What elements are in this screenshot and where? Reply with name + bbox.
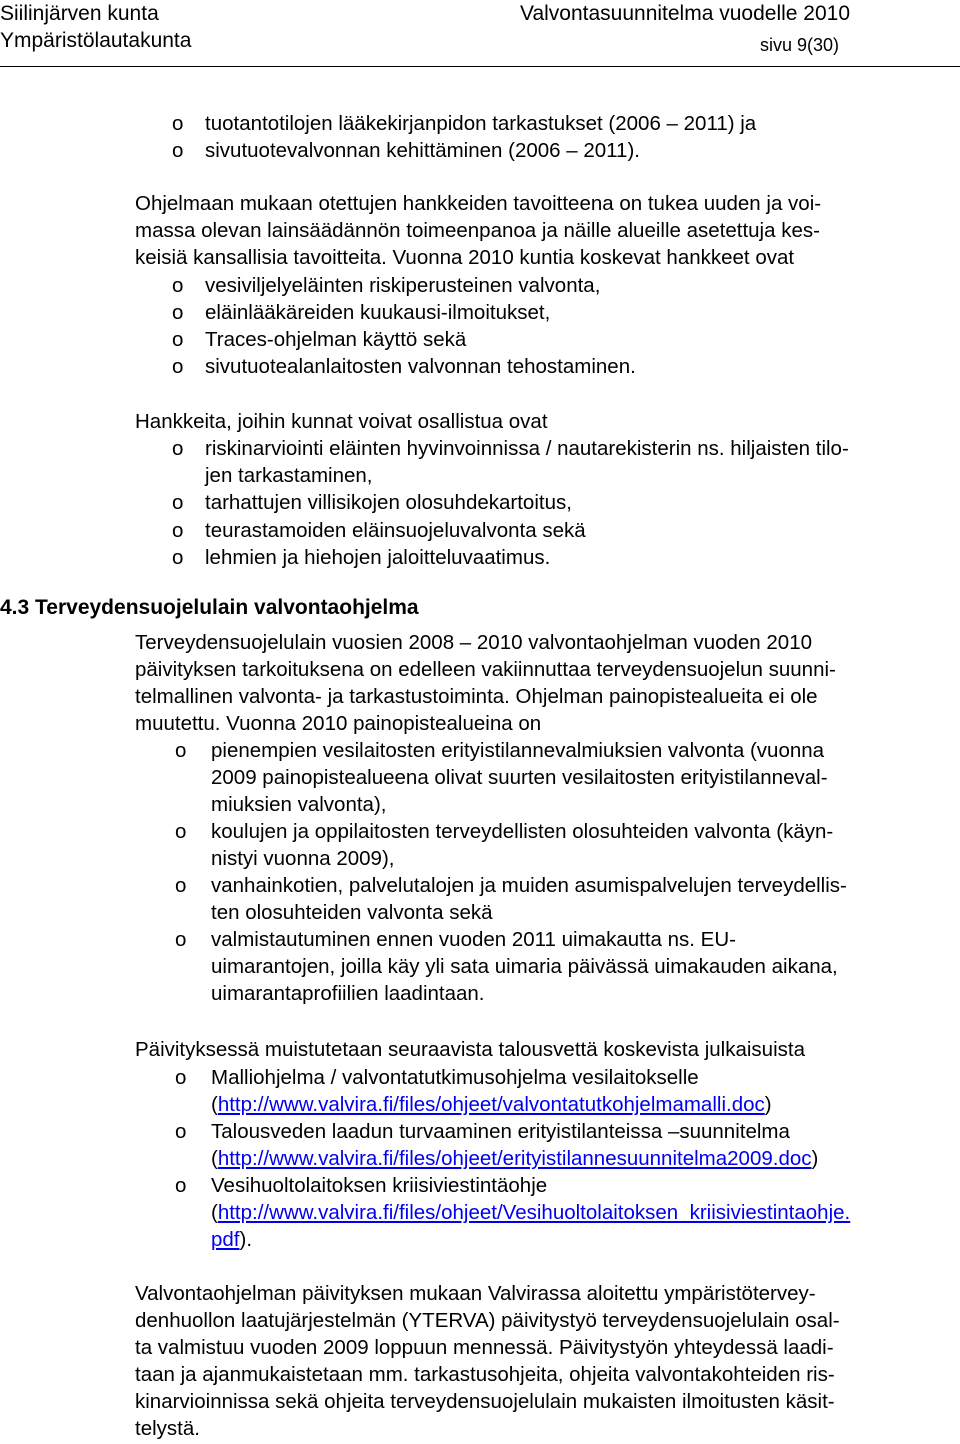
list-item: Traces-ohjelman käyttö sekä xyxy=(205,328,467,351)
list-item-continuation: uimarantojen, joilla käy yli sata uimaria päivässä uimakauden aikana, xyxy=(211,955,838,978)
list-item: tarhattujen villisikojen olosuhdekartoitus, xyxy=(205,491,572,514)
list-item: vanhainkotien, palvelutalojen ja muiden asumispalvelujen terveydellis- xyxy=(211,874,847,897)
paragraph-line: Hankkeita, joihin kunnat voivat osallistua ovat xyxy=(135,410,548,433)
bullet-marker: o xyxy=(172,328,184,351)
paragraph-line: Valvontaohjelman päivityksen mukaan Valvirassa aloitettu ympäristötervey- xyxy=(135,1282,816,1305)
list-item: vesiviljelyeläinten riskiperusteinen valvonta, xyxy=(205,274,601,297)
bullet-marker: o xyxy=(172,491,184,514)
publication-link-line: (http://www.valvira.fi/files/ohjeet/erityistilannesuunnitelma2009.doc) xyxy=(211,1147,819,1170)
bullet-marker: o xyxy=(172,355,184,378)
publication-link-line: (http://www.valvira.fi/files/ohjeet/valvontatutkohjelmamalli.doc) xyxy=(211,1093,772,1116)
bullet-marker: o xyxy=(175,1174,187,1197)
paragraph-line: telystä. xyxy=(135,1417,200,1440)
bullet-marker: o xyxy=(172,139,184,162)
list-item-continuation: jen tarkastaminen, xyxy=(205,464,373,487)
publication-title: Malliohjelma / valvontatutkimusohjelma vesilaitokselle xyxy=(211,1066,699,1089)
list-item: koulujen ja oppilaitosten terveydellisten olosuhteiden valvonta (käyn- xyxy=(211,820,834,843)
list-item: pienempien vesilaitosten erityistilannevalmiuksien valvonta (vuonna xyxy=(211,739,825,762)
bullet-marker: o xyxy=(175,739,187,762)
paragraph-line: Päivityksessä muistutetaan seuraavista talousvettä koskevista julkaisuista xyxy=(135,1038,805,1061)
list-item-continuation: uimarantaprofiilien laadintaan. xyxy=(211,982,485,1005)
paragraph-line: Ohjelmaan mukaan otettujen hankkeiden tavoitteena on tukea uuden ja voi- xyxy=(135,192,822,215)
header-org: Siilinjärven kunta xyxy=(0,2,159,25)
paragraph-line: massa olevan lainsäädännön toimeenpanoa ja näille alueille asetettuja kes- xyxy=(135,219,820,242)
list-item: sivutuotevalvonnan kehittäminen (2006 – 2011). xyxy=(205,139,640,162)
list-item-continuation: ten olosuhteiden valvonta sekä xyxy=(211,901,493,924)
bullet-marker: o xyxy=(175,874,187,897)
publication-link-continuation[interactable]: pdf xyxy=(211,1228,240,1251)
list-item-continuation: nistyi vuonna 2009), xyxy=(211,847,395,870)
bullet-marker: o xyxy=(175,928,187,951)
bullet-marker: o xyxy=(172,274,184,297)
publication-link[interactable]: http://www.valvira.fi/files/ohjeet/erityistilannesuunnitelma2009.doc xyxy=(217,1147,812,1170)
list-item: riskinarviointi eläinten hyvinvoinnissa / nautarekisterin ns. hiljaisten tilo- xyxy=(205,437,849,460)
bullet-marker: o xyxy=(172,112,184,135)
paragraph-line: muutettu. Vuonna 2010 painopistealueina on xyxy=(135,712,542,735)
list-item-continuation: 2009 painopistealueena olivat suurten vesilaitosten erityistilanneval- xyxy=(211,766,828,789)
section-heading: 4.3 Terveydensuojelulain valvontaohjelma xyxy=(0,596,419,619)
list-item: eläinlääkäreiden kuukausi-ilmoitukset, xyxy=(205,301,551,324)
bullet-marker: o xyxy=(175,1120,187,1143)
list-item: valmistautuminen ennen vuoden 2011 uimakautta ns. EU- xyxy=(211,928,736,951)
paragraph-line: denhuollon laatujärjestelmän (YTERVA) päivitystyö terveydensuojelulain osal- xyxy=(135,1309,840,1332)
list-item-continuation: miuksien valvonta), xyxy=(211,793,387,816)
list-item: sivutuotealanlaitosten valvonnan tehostaminen. xyxy=(205,355,636,378)
bullet-marker: o xyxy=(175,1066,187,1089)
publication-link[interactable]: http://www.valvira.fi/files/ohjeet/Vesihuoltolaitoksen_kriisiviestintaohje. xyxy=(217,1201,851,1224)
header-divider xyxy=(0,66,960,67)
paragraph-line: päivityksen tarkoituksena on edelleen vakiinnuttaa terveydensuojelun suunni- xyxy=(135,658,836,681)
publication-title: Vesihuoltolaitoksen kriisiviestintäohje xyxy=(211,1174,548,1197)
paragraph-line: keisiä kansallisia tavoitteita. Vuonna 2010 kuntia koskevat hankkeet ovat xyxy=(135,246,795,269)
header-page-number: sivu 9(30) xyxy=(760,35,840,55)
paragraph-line: kinarvioinnissa sekä ohjeita terveydensuojelulain mukaisten ilmoitusten käsit- xyxy=(135,1390,835,1413)
publication-link[interactable]: http://www.valvira.fi/files/ohjeet/valvontatutkohjelmamalli.doc xyxy=(217,1093,765,1116)
bullet-marker: o xyxy=(175,820,187,843)
header-doc-title: Valvontasuunnitelma vuodelle 2010 xyxy=(520,2,851,25)
paragraph-line: Terveydensuojelulain vuosien 2008 – 2010 valvontaohjelman vuoden 2010 xyxy=(135,631,813,654)
paragraph-line: telmallinen valvonta- ja tarkastustoiminta. Ohjelman painopistealueita ei ole xyxy=(135,685,818,708)
paragraph-line: taan ja ajanmukaistetaan mm. tarkastusohjeita, ohjeita valvontakohteiden ris- xyxy=(135,1363,835,1386)
publication-link-line: pdf). xyxy=(211,1228,253,1251)
bullet-marker: o xyxy=(172,301,184,324)
publication-title: Talousveden laadun turvaaminen erityistilanteissa –suunnitelma xyxy=(211,1120,790,1143)
header-board: Ympäristölautakunta xyxy=(0,29,192,52)
publication-link-line: (http://www.valvira.fi/files/ohjeet/Vesihuoltolaitoksen_kriisiviestintaohje. xyxy=(211,1201,851,1224)
list-item: tuotantotilojen lääkekirjanpidon tarkastukset (2006 – 2011) ja xyxy=(205,112,757,135)
bullet-marker: o xyxy=(172,519,184,542)
paragraph-line: ta valmistuu vuoden 2009 loppuun mennessä. Päivitystyön yhteydessä laadi- xyxy=(135,1336,834,1359)
bullet-marker: o xyxy=(172,546,184,569)
list-item: lehmien ja hiehojen jaloitteluvaatimus. xyxy=(205,546,551,569)
list-item: teurastamoiden eläinsuojeluvalvonta sekä xyxy=(205,519,586,542)
bullet-marker: o xyxy=(172,437,184,460)
